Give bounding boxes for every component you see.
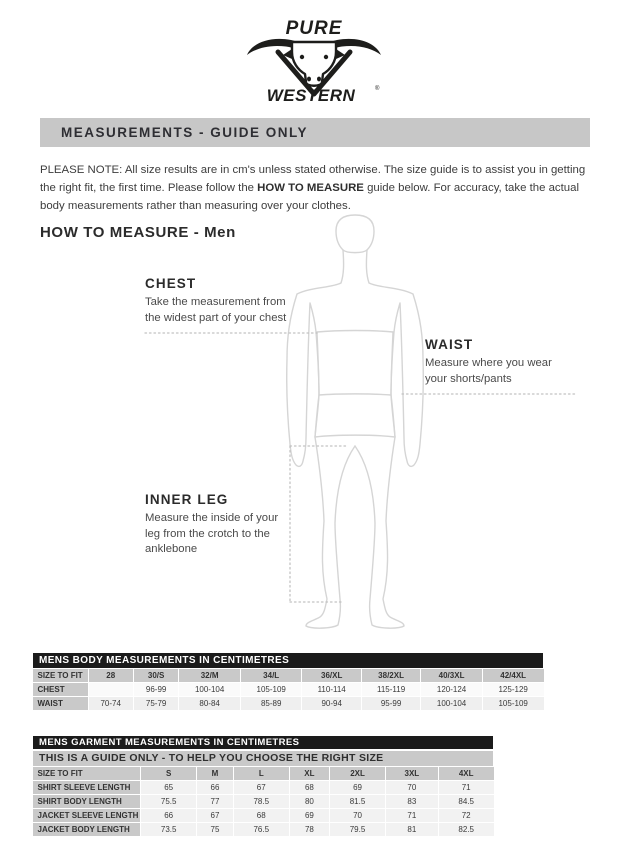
size-column-header: 36/XL	[302, 669, 360, 682]
measurement-value-cell: 72	[439, 809, 494, 822]
size-column-header: M	[197, 767, 233, 780]
measurement-value-cell: 78	[290, 823, 330, 836]
measurement-value-cell: 100-104	[421, 697, 482, 710]
size-column-header: 4XL	[439, 767, 494, 780]
waist-line-2: your shorts/pants	[425, 372, 512, 385]
note-label: PLEASE NOTE:	[40, 164, 123, 176]
measurement-value-cell: 75-79	[134, 697, 178, 710]
measurement-value-cell: 76.5	[234, 823, 289, 836]
measurement-value-cell: 81	[386, 823, 438, 836]
garment-table	[32, 766, 495, 837]
size-to-fit-header-cell: SIZE TO FIT	[33, 767, 141, 780]
size-column-header: 42/4XL	[483, 669, 544, 682]
measurement-value-cell: 90-94	[302, 697, 360, 710]
waist-title: WAIST	[425, 337, 474, 352]
row-label-cell: SHIRT SLEEVE LENGTH	[33, 781, 141, 794]
trademark-symbol: ®	[375, 86, 380, 92]
measurement-value-cell: 70	[330, 809, 385, 822]
table-row	[33, 795, 494, 808]
chest-label	[145, 276, 305, 326]
measurement-value-cell: 78.5	[234, 795, 289, 808]
waist-label	[425, 337, 585, 387]
measurement-value-cell: 115-119	[362, 683, 420, 696]
size-column-header: 32/M	[179, 669, 240, 682]
row-label-cell: JACKET SLEEVE LENGTH	[33, 809, 141, 822]
chest-line-2: the widest part of your chest	[145, 311, 287, 324]
measurement-value-cell: 75.5	[141, 795, 196, 808]
row-label-cell: WAIST	[33, 697, 88, 710]
measurement-value-cell: 66	[141, 809, 196, 822]
measurement-value-cell: 69	[330, 781, 385, 794]
measurement-value-cell: 96-99	[134, 683, 178, 696]
row-label-cell: CHEST	[33, 683, 88, 696]
size-column-header: 2XL	[330, 767, 385, 780]
measurement-value-cell: 71	[386, 809, 438, 822]
size-column-header: 38/2XL	[362, 669, 420, 682]
measurement-value-cell: 83	[386, 795, 438, 808]
measurement-value-cell: 73.5	[141, 823, 196, 836]
inner-leg-line-2: leg from the crotch to the	[145, 527, 270, 540]
measurement-value-cell: 100-104	[179, 683, 240, 696]
row-label-cell: JACKET BODY LENGTH	[33, 823, 141, 836]
size-column-header: S	[141, 767, 196, 780]
how-to-measure-heading: HOW TO MEASURE - Men	[40, 224, 236, 241]
note-bold: HOW TO MEASURE	[257, 182, 364, 195]
size-column-header: XL	[290, 767, 330, 780]
pure-western-logo	[244, 12, 384, 104]
measurement-value-cell: 65	[141, 781, 196, 794]
chest-title: CHEST	[145, 276, 197, 291]
measurement-value-cell: 67	[234, 781, 289, 794]
table-row	[33, 697, 544, 710]
note-text-2: guide below. For accuracy, take the actual body measurements rather than measuring over your clothes.	[40, 182, 579, 213]
waist-line-1: Measure where you wear	[425, 357, 552, 369]
measurement-value-cell: 81.5	[330, 795, 385, 808]
body-measurements-table	[33, 653, 543, 711]
measurement-value-cell: 95-99	[362, 697, 420, 710]
measurement-value-cell	[89, 683, 133, 696]
brand-name-bottom: WESTERN	[266, 86, 356, 104]
size-column-header: 30/S	[134, 669, 178, 682]
garment-measurements-table	[33, 736, 493, 837]
measurement-value-cell: 70	[386, 781, 438, 794]
body-table-title: MENS BODY MEASUREMENTS IN CENTIMETRES	[33, 653, 543, 668]
size-column-header: 40/3XL	[421, 669, 482, 682]
size-column-header: 28	[89, 669, 133, 682]
row-label-cell: SHIRT BODY LENGTH	[33, 795, 141, 808]
measurement-value-cell: 110-114	[302, 683, 360, 696]
measurement-value-cell: 71	[439, 781, 494, 794]
please-note-paragraph	[40, 161, 596, 215]
measurement-value-cell: 79.5	[330, 823, 385, 836]
table-row	[33, 683, 544, 696]
measurement-value-cell: 125-129	[483, 683, 544, 696]
brand-name-top: PURE	[285, 18, 343, 39]
inner-leg-line-1: Measure the inside of your	[145, 512, 279, 524]
measurement-value-cell: 66	[197, 781, 233, 794]
measurement-value-cell: 68	[234, 809, 289, 822]
measurement-value-cell: 80-84	[179, 697, 240, 710]
table-row	[33, 823, 494, 836]
measurement-diagram	[40, 210, 600, 650]
note-text-1: All size results are in cm's unless stated otherwise. The size guide is to assist you in getting the right fit, the first time. Please follow the	[40, 164, 586, 195]
garment-table-subtitle: THIS IS A GUIDE ONLY - TO HELP YOU CHOOSE THE RIGHT SIZE	[33, 751, 493, 766]
measurement-value-cell: 68	[290, 781, 330, 794]
measurement-value-cell: 69	[290, 809, 330, 822]
body-figure-illustration	[40, 210, 600, 650]
measurement-value-cell: 120-124	[421, 683, 482, 696]
measurement-value-cell: 105-109	[483, 697, 544, 710]
measurement-value-cell: 75	[197, 823, 233, 836]
size-column-header: 3XL	[386, 767, 438, 780]
measurement-value-cell: 77	[197, 795, 233, 808]
garment-table-title: MENS GARMENT MEASUREMENTS IN CENTIMETRES	[33, 736, 493, 749]
size-column-header: L	[234, 767, 289, 780]
page-title: MEASUREMENTS - GUIDE ONLY	[40, 118, 590, 147]
inner-leg-line-3: anklebone	[145, 543, 198, 556]
measurement-value-cell: 82.5	[439, 823, 494, 836]
measurement-value-cell: 70-74	[89, 697, 133, 710]
measurement-value-cell: 67	[197, 809, 233, 822]
size-column-header: 34/L	[241, 669, 302, 682]
measurement-value-cell: 84.5	[439, 795, 494, 808]
inner-leg-title: INNER LEG	[145, 492, 229, 507]
inner-leg-label	[145, 492, 305, 558]
measurement-value-cell: 85-89	[241, 697, 302, 710]
table-row	[33, 781, 494, 794]
chest-line-1: Take the measurement from	[145, 296, 286, 308]
measurement-value-cell: 105-109	[241, 683, 302, 696]
measurement-value-cell: 80	[290, 795, 330, 808]
size-to-fit-header-cell: SIZE TO FIT	[33, 669, 88, 682]
table-row	[33, 809, 494, 822]
body-table	[32, 668, 545, 711]
